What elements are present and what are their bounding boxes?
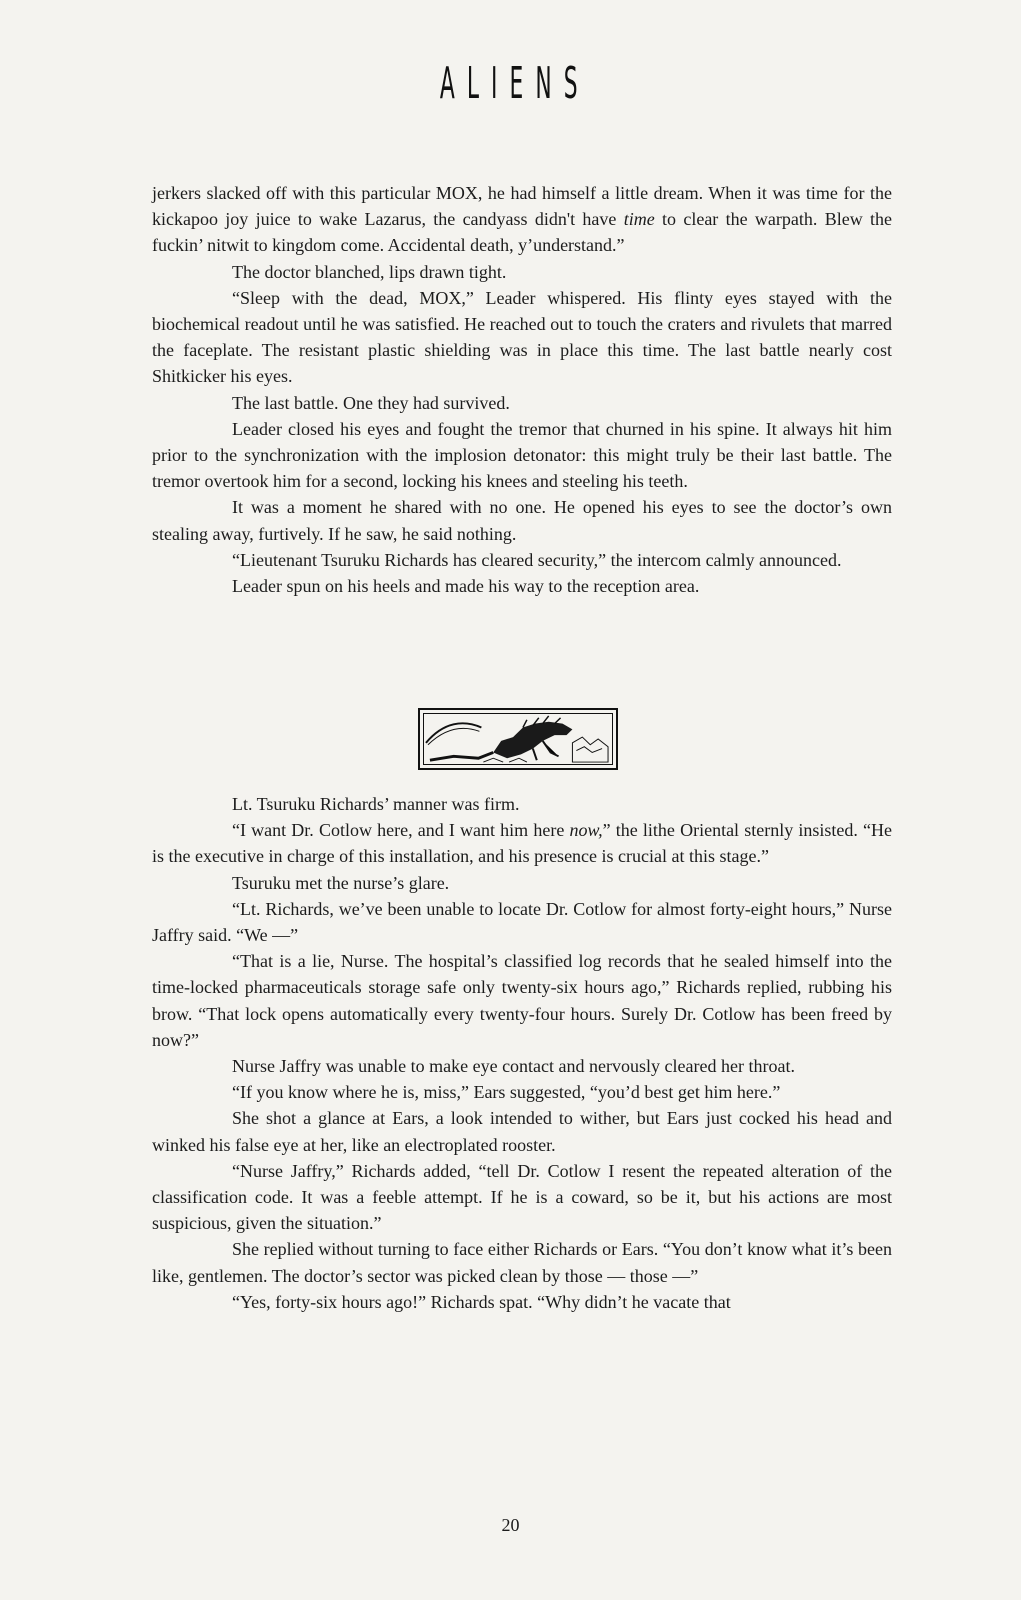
aliens-logo: ALIENS: [439, 58, 590, 109]
paragraph: Lt. Tsuruku Richards’ manner was firm.: [232, 794, 520, 814]
paragraph: “That is a lie, Nurse. The hospital’s classified log records that he sealed himself into the time-locked pharmaceuticals storage safe only twenty-six hours ago,” Richards replied, rubbing his brow. “That lock opens automatically every twenty-four hours. Surely Dr. Cotlow has been freed by now?”: [152, 951, 892, 1050]
paragraph-text: “I want Dr. Cotlow here, and I want him here: [232, 820, 570, 841]
paragraph: “If you know where he is, miss,” Ears suggested, “you’d best get him here.”: [232, 1082, 781, 1103]
paragraph: Nurse Jaffry was unable to make eye contact and nervously cleared her throat.: [232, 1056, 795, 1077]
page-number: 20: [501, 1515, 520, 1535]
paragraph: Tsuruku met the nurse’s glare.: [232, 872, 450, 893]
paragraph: [152, 817, 892, 869]
italic-word: now,: [569, 820, 603, 841]
text-block-bottom: [152, 791, 892, 1315]
paragraph: “Sleep with the dead, MOX,” Leader whispered. His flinty eyes stayed with the biochemical readout until he was satisfied. He reached out to touch the craters and rivulets that marred the faceplate. The resistant plastic shielding was in place this time. The last battle nearly cost Shitkicker his eyes.: [152, 287, 892, 387]
paragraph: She replied without turning to face either Richards or Ears. “You don’t know what it’s been like, gentlemen. The doctor’s sector was picked clean by those — those —”: [152, 1239, 892, 1286]
paragraph: Leader closed his eyes and fought the tremor that churned in his spine. It always hit him prior to the synchronization with the implosion detonator: this might truly be their last battle. The tremor overtook him for a second, locking his knees and steeling his teeth.: [152, 418, 892, 492]
italic-word: time: [623, 209, 655, 230]
text-block-top: [152, 180, 892, 599]
paragraph: She shot a glance at Ears, a look intended to wither, but Ears just cocked his head and winked his false eye at her, like an electroplated rooster.: [152, 1108, 892, 1155]
paragraph: The last battle. One they had survived.: [232, 392, 510, 413]
paragraph: The doctor blanched, lips drawn tight.: [232, 261, 507, 282]
paragraph: [152, 180, 892, 259]
paragraph: “Lt. Richards, we’ve been unable to locate Dr. Cotlow for almost forty-eight hours,” Nurse Jaffry said. “We —”: [152, 898, 892, 946]
paragraph: “Yes, forty-six hours ago!” Richards spat. “Why didn’t he vacate that: [232, 1291, 731, 1312]
alien-vignette-illustration: [418, 708, 618, 770]
paragraph-text: ” the lithe Oriental sternly insisted. “He is the executive in charge of this installation, and his presence is crucial at this stage.”: [152, 820, 892, 867]
paragraph: It was a moment he shared with no one. He opened his eyes to see the doctor’s own stealing away, furtively. If he saw, he said nothing.: [152, 497, 892, 544]
alien-drawing-icon: [424, 714, 612, 764]
paragraph-text: jerkers slacked off with this particular MOX, he had himself a little dream. When it was time for the kickapoo joy juice to wake Lazarus, the candyass didn't have: [152, 183, 892, 230]
paragraph: “Nurse Jaffry,” Richards added, “tell Dr. Cotlow I resent the repeated alteration of the classification code. It was a feeble attempt. If he is a coward, so be it, but his actions are most suspicious, given the situation.”: [152, 1160, 892, 1234]
paragraph-text: to clear the warpath. Blew the fuckin’ nitwit to kingdom come. Accidental death, y’understand.”: [152, 209, 892, 256]
paragraph: “Lieutenant Tsuruku Richards has cleared security,” the intercom calmly announced.: [232, 549, 842, 570]
paragraph: Leader spun on his heels and made his way to the reception area.: [232, 576, 700, 597]
